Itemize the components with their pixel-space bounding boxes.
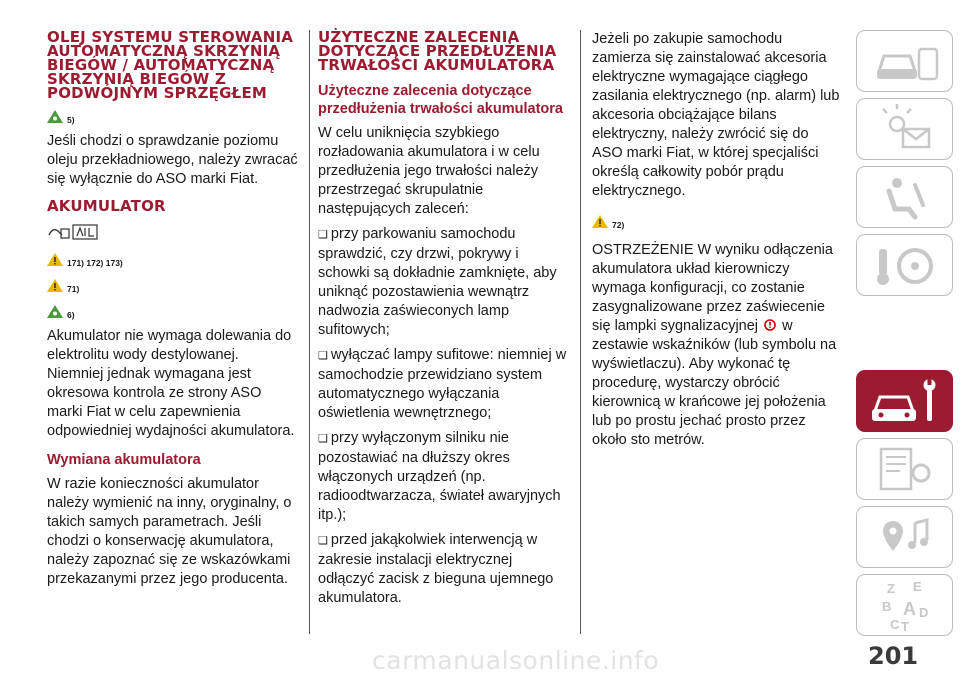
svg-text:T: T [901, 619, 909, 634]
svg-text:E: E [913, 579, 922, 594]
navigation-music-icon [857, 507, 954, 569]
reference-env [47, 301, 299, 321]
paragraph-text: w zestawie wskaźników (lub symbolu na wyświetlaczu). Aby wykonać tę procedurę, wystarczy obrócić kierownicą w krańcowe jej położenia lub po prostu jechać prosto przez około sto metrów. [592, 318, 837, 448]
paragraph: Jeśli chodzi o sprawdzanie poziomu oleju przekładniowego, należy zwracać się wyłącznie do ASO marki Fiat. [47, 133, 298, 187]
reference-number: 71) [67, 284, 80, 294]
paragraph: Akumulator nie wymaga dolewania do elektrolitu wody destylowanej. Niemniej jednak wymagana jest okresowa kontrola ze strony ASO marki Fiat w celu zapewnienia odpowiedniej wydajności akumulatora. [47, 328, 295, 439]
tab-index[interactable] [856, 574, 953, 636]
reference-number: 6) [67, 310, 75, 320]
svg-text:Z: Z [887, 581, 895, 596]
subsection-title: Użyteczne zalecenia dotyczące przedłużenia trwałości akumulatora [318, 83, 563, 117]
paragraph: W celu uniknięcia szybkiego rozładowania akumulatora i w celu przedłużenia jego trwałości należy przestrzegać skrupulatnie następujących zaleceń: [318, 125, 540, 217]
svg-text:A: A [903, 599, 916, 619]
warning-triangle-icon [592, 215, 608, 228]
svg-text:C: C [890, 617, 900, 632]
car-wrench-icon [857, 371, 954, 433]
svg-text:D: D [919, 605, 929, 620]
environment-icon [47, 110, 63, 123]
svg-text:B: B [882, 599, 892, 614]
subsection-title-battery-replacement: Wymiana akumulatora [47, 452, 201, 468]
list-item: ❑ przy parkowaniu samochodu sprawdzić, czy drzwi, pokrywy i schowki są dokładnie zamknięte, aby uniknąć pozostawienia wewnątrz nadwozia zaświeconych lamp sufitowych; [318, 225, 571, 340]
list-item: ❑ wyłączać lampy sufitowe: niemniej w samochodzie przewidziano system automatycznego wyłączania oświetlenia wewnętrznego; [318, 346, 571, 423]
tab-dashboard[interactable] [856, 30, 953, 92]
reference-number: 72) [612, 220, 625, 230]
column-1 [47, 30, 299, 589]
column-divider [580, 30, 581, 634]
reference-env [47, 106, 299, 126]
tab-maintenance[interactable] [856, 370, 953, 432]
paragraph-warning [592, 241, 842, 450]
tab-safety[interactable] [856, 166, 953, 228]
tab-technical-data[interactable] [856, 438, 953, 500]
warning-lights-envelope-icon [857, 99, 954, 161]
alphabet-index-icon [857, 575, 954, 637]
reference-number: 171) 172) 173) [67, 258, 123, 268]
page-number: 201 [868, 642, 919, 670]
tab-multimedia[interactable] [856, 506, 953, 568]
column-3 [592, 30, 842, 450]
reference-number: 5) [67, 115, 75, 125]
environment-icon [47, 305, 63, 318]
paragraph: Jeżeli po zakupie samochodu zamierza się zainstalować akcesoria elektryczne wymagające ciągłego zasilania elektrycznego (np. alarm) lub akcesoria obciążające bilans elektryczny, należy zwrócić się do ASO marki Fiat, w której specjaliści określą całkowity pobór prądu elektrycznego. [592, 31, 840, 199]
warning-triangle-icon [47, 253, 63, 266]
battery-symbols [47, 223, 299, 243]
section-title-battery-life: UŻYTECZNE ZALECENIA DOTYCZĄCE PRZEDŁUŻENIA TRWAŁOŚCI AKUMULATORA [318, 28, 557, 74]
steering-warning-icon [762, 319, 778, 331]
column-2 [318, 30, 571, 608]
seat-airbag-icon [857, 167, 954, 229]
reference-caution [47, 275, 299, 295]
battery-warning-symbols-icon [47, 223, 99, 241]
checklist-gears-icon [857, 439, 954, 501]
list-item: ❑ przed jakąkolwiek interwencją w zakresie instalacji elektrycznej odłączyć zacisk z bieguna ujemnego akumulatora. [318, 531, 571, 608]
reference-warning [47, 249, 299, 269]
column-divider [309, 30, 310, 634]
paragraph: W razie konieczności akumulator należy wymienić na inny, oryginalny, o takich samych parametrach. Jeśli chodzi o konserwację akumulatora, należy zapoznać się ze wskazówkami przekazanymi przez jego producenta. [47, 476, 292, 587]
tab-start-driving[interactable] [856, 234, 953, 296]
caution-triangle-icon [47, 279, 63, 292]
car-dashboard-icon [857, 31, 954, 93]
paragraph-text: OSTRZEŻENIE W wyniku odłączenia akumulatora układ kierowniczy wymaga konfiguracji, co zostanie zasygnalizowane przez zaświecenie się lampki sygnalizacyjnej [592, 242, 833, 334]
watermark: carmanualsonline.info [372, 646, 660, 675]
tab-warning-lights[interactable] [856, 98, 953, 160]
key-steering-wheel-icon [857, 235, 954, 297]
list-item: ❑ przy wyłączonym silniku nie pozostawiać na dłuższy okres włączonych urządzeń (np. radioodtwarzacza, świateł awaryjnych itp.); [318, 429, 571, 525]
section-title-transmission-oil: OLEJ SYSTEMU STEROWANIA AUTOMATYCZNĄ SKRZYNIĄ BIEGÓW / AUTOMATYCZNĄ SKRZYNIĄ BIEGÓW Z PODWÓJNYM SPRZĘGŁEM [47, 28, 294, 102]
reference-warning [592, 211, 842, 231]
section-title-battery: AKUMULATOR [47, 197, 166, 215]
